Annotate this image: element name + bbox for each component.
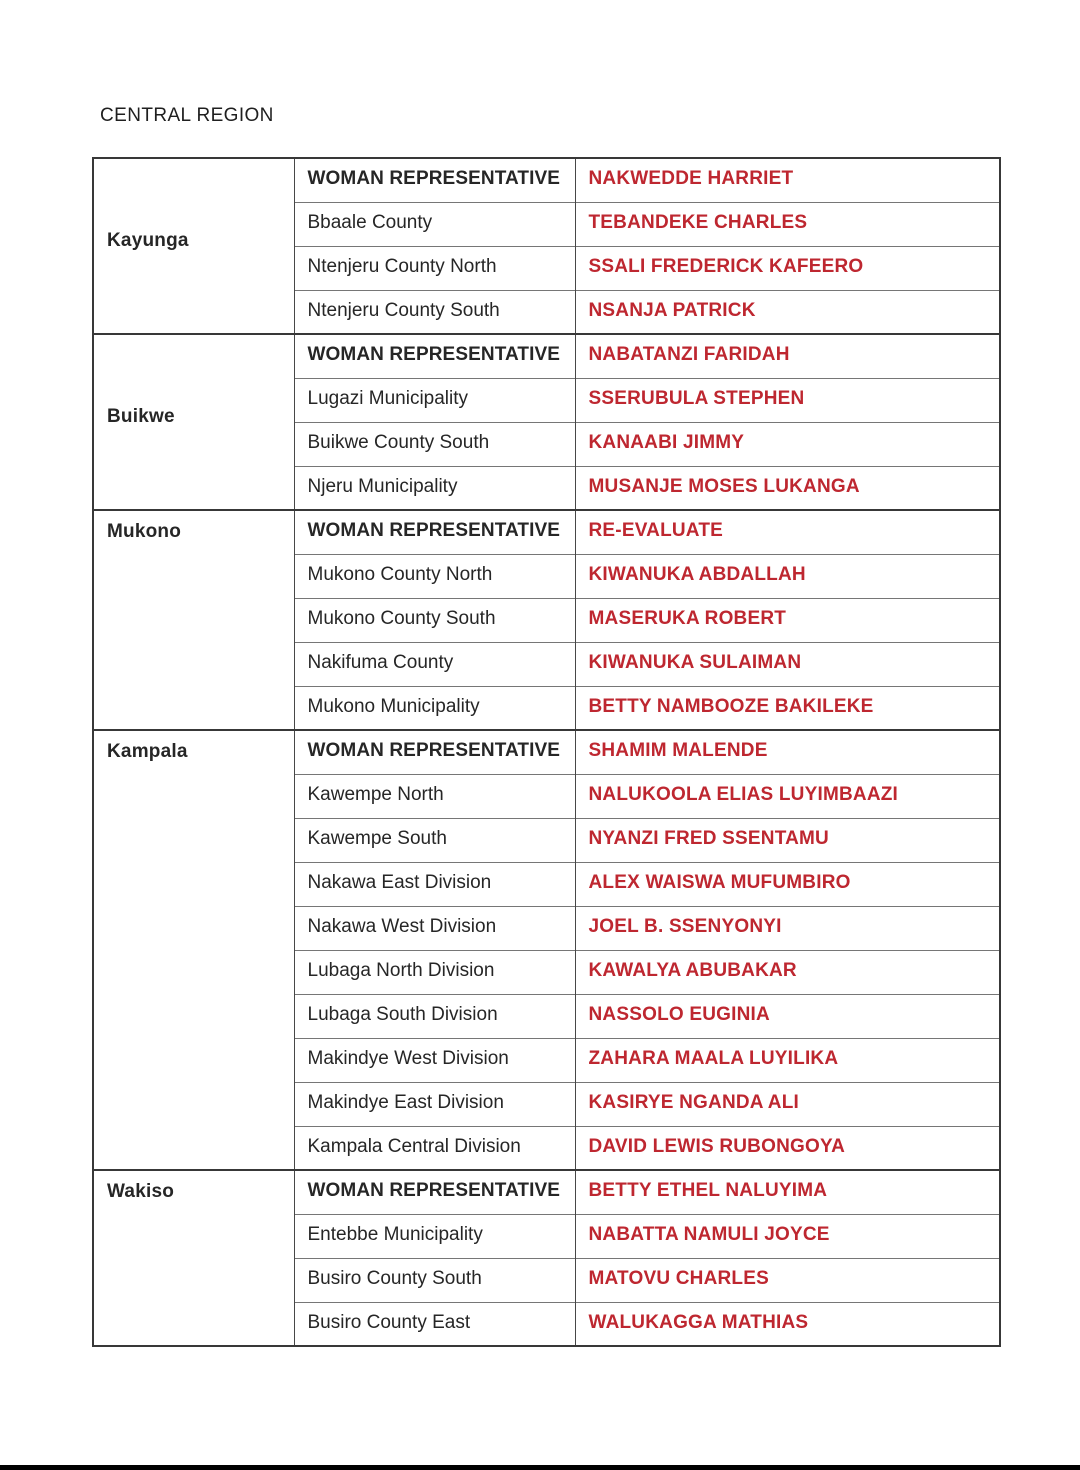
representative-name-cell: ZAHARA MAALA LUYILIKA [575, 1038, 1000, 1082]
constituency-cell: Ntenjeru County North [294, 246, 575, 290]
representative-name-cell: SSALI FREDERICK KAFEERO [575, 246, 1000, 290]
representative-name-cell: BETTY NAMBOOZE BAKILEKE [575, 686, 1000, 730]
page-title: CENTRAL REGION [100, 105, 274, 126]
representative-name-cell: NYANZI FRED SSENTAMU [575, 818, 1000, 862]
representatives-table [92, 157, 1001, 1347]
district-cell: Kampala [93, 730, 294, 1170]
table-row [93, 158, 1000, 202]
constituency-cell: Lubaga North Division [294, 950, 575, 994]
district-section [93, 158, 1000, 334]
woman-representative-header-cell: WOMAN REPRESENTATIVE [294, 158, 575, 202]
constituency-cell: Kampala Central Division [294, 1126, 575, 1170]
representative-name-cell: SSERUBULA STEPHEN [575, 378, 1000, 422]
representative-name-cell: NABATTA NAMULI JOYCE [575, 1214, 1000, 1258]
representative-name-cell: WALUKAGGA MATHIAS [575, 1302, 1000, 1346]
representative-name-cell: TEBANDEKE CHARLES [575, 202, 1000, 246]
representative-name-cell: SHAMIM MALENDE [575, 730, 1000, 774]
constituency-cell: Njeru Municipality [294, 466, 575, 510]
constituency-cell: Buikwe County South [294, 422, 575, 466]
representative-name-cell: KAWALYA ABUBAKAR [575, 950, 1000, 994]
constituency-cell: Bbaale County [294, 202, 575, 246]
representative-name-cell: MATOVU CHARLES [575, 1258, 1000, 1302]
scan-edge-bottom [0, 1465, 1080, 1470]
representative-name-cell: MASERUKA ROBERT [575, 598, 1000, 642]
district-section [93, 334, 1000, 510]
constituency-cell: Lubaga South Division [294, 994, 575, 1038]
district-cell: Wakiso [93, 1170, 294, 1346]
representative-name-cell: NALUKOOLA ELIAS LUYIMBAAZI [575, 774, 1000, 818]
table-row [93, 510, 1000, 554]
woman-representative-header-cell: WOMAN REPRESENTATIVE [294, 1170, 575, 1214]
constituency-cell: Nakawa West Division [294, 906, 575, 950]
district-cell: Kayunga [93, 158, 294, 334]
representative-name-cell: ALEX WAISWA MUFUMBIRO [575, 862, 1000, 906]
representative-name-cell: DAVID LEWIS RUBONGOYA [575, 1126, 1000, 1170]
representative-name-cell: KIWANUKA SULAIMAN [575, 642, 1000, 686]
constituency-cell: Busiro County South [294, 1258, 575, 1302]
constituency-cell: Entebbe Municipality [294, 1214, 575, 1258]
district-section [93, 730, 1000, 1170]
constituency-cell: Nakifuma County [294, 642, 575, 686]
representative-name-cell: KASIRYE NGANDA ALI [575, 1082, 1000, 1126]
woman-representative-header-cell: WOMAN REPRESENTATIVE [294, 730, 575, 774]
constituency-cell: Makindye East Division [294, 1082, 575, 1126]
constituency-cell: Nakawa East Division [294, 862, 575, 906]
constituency-cell: Mukono County South [294, 598, 575, 642]
representative-name-cell: NABATANZI FARIDAH [575, 334, 1000, 378]
representative-name-cell: NSANJA PATRICK [575, 290, 1000, 334]
representative-name-cell: KANAABI JIMMY [575, 422, 1000, 466]
district-section [93, 510, 1000, 730]
constituency-cell: Ntenjeru County South [294, 290, 575, 334]
representative-name-cell: MUSANJE MOSES LUKANGA [575, 466, 1000, 510]
woman-representative-header-cell: WOMAN REPRESENTATIVE [294, 334, 575, 378]
constituency-cell: Lugazi Municipality [294, 378, 575, 422]
representative-name-cell: JOEL B. SSENYONYI [575, 906, 1000, 950]
constituency-cell: Busiro County East [294, 1302, 575, 1346]
representative-name-cell: NAKWEDDE HARRIET [575, 158, 1000, 202]
representative-name-cell: KIWANUKA ABDALLAH [575, 554, 1000, 598]
district-section [93, 1170, 1000, 1346]
constituency-cell: Kawempe North [294, 774, 575, 818]
district-cell: Mukono [93, 510, 294, 730]
district-cell: Buikwe [93, 334, 294, 510]
constituency-cell: Kawempe South [294, 818, 575, 862]
representative-name-cell: NASSOLO EUGINIA [575, 994, 1000, 1038]
representative-name-cell: RE-EVALUATE [575, 510, 1000, 554]
representative-name-cell: BETTY ETHEL NALUYIMA [575, 1170, 1000, 1214]
table-row [93, 1170, 1000, 1214]
constituency-cell: Mukono Municipality [294, 686, 575, 730]
table-row [93, 334, 1000, 378]
woman-representative-header-cell: WOMAN REPRESENTATIVE [294, 510, 575, 554]
table-row [93, 730, 1000, 774]
constituency-cell: Makindye West Division [294, 1038, 575, 1082]
constituency-cell: Mukono County North [294, 554, 575, 598]
